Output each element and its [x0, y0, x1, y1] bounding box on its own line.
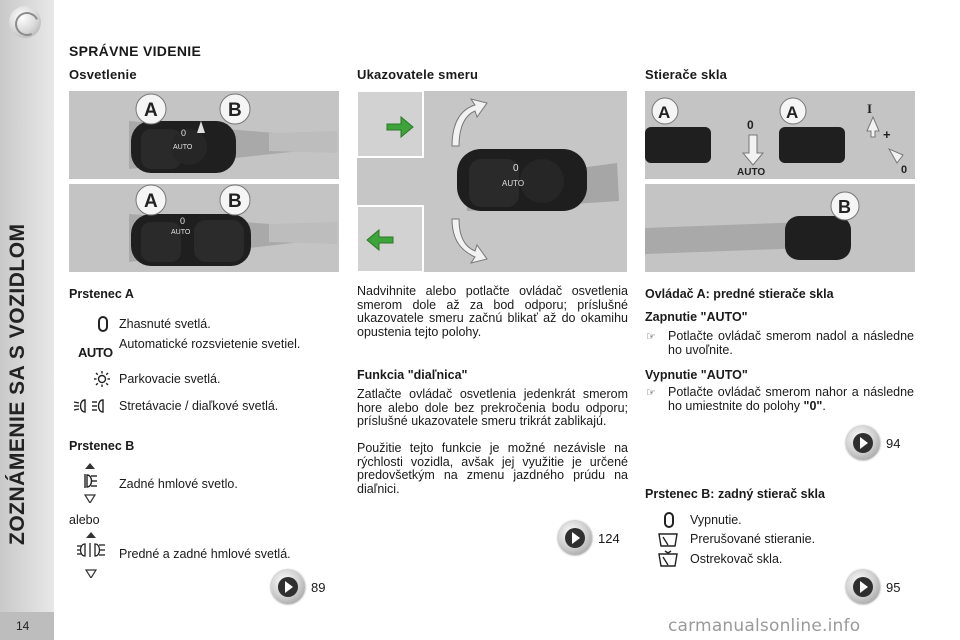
washer-label: Ostrekovač skla. [690, 552, 783, 566]
page-ref-number: 94 [886, 436, 901, 451]
auto-off-step [668, 386, 914, 413]
page-ref-number: 95 [886, 580, 901, 595]
motorway-paragraph: Zatlačte ovládač osvetlenia jedenkrát smerom hore alebo dole bez prekročenia bodu odporu; príslušné ukazovatele smeru trikrát zablikajú. [357, 387, 628, 428]
wipers-section-title: Stierače skla [645, 67, 728, 82]
svg-text:A: A [786, 103, 799, 122]
page-ref-number: 124 [598, 531, 620, 546]
svg-text:A: A [658, 103, 671, 122]
indicators-paragraph: Nadvihnite alebo potlačte ovládač osvetlenia smerom dole až za bod odporu; príslušné ukazovatele smeru začnú blikať až do okamihu opustenia tejto polohy. [357, 284, 628, 339]
svg-text:B: B [838, 197, 851, 217]
headlights-icon [73, 398, 113, 419]
pointing-hand-bullet-icon: ☞ [646, 387, 656, 399]
ring-b-heading: Prstenec B [69, 439, 135, 453]
sidebar-tab [0, 0, 54, 640]
arrow-right-icon [853, 577, 873, 597]
lights-stalk-photo-ring-b [69, 184, 339, 272]
auto-off-step-suffix: . [822, 398, 826, 413]
pointing-hand-bullet-icon: ☞ [646, 331, 656, 343]
photo-label-a: A [144, 100, 158, 121]
motorway-usage-paragraph: Použitie tejto funkcie je možné nezávisle na rýchlosti vozidla, avšak jej využitie je určené predovšetkým na zmenu jazdného prúdu na diaľnici. [357, 441, 628, 496]
auto-lights-label: Automatické rozsvietenie svetiel. [119, 337, 301, 351]
wiper-off-label: Vypnutie. [690, 513, 742, 527]
light-off-label: Zhasnuté svetlá. [119, 317, 211, 331]
photo-label-auto: AUTO [173, 144, 193, 151]
page-ref-number: 89 [311, 580, 326, 595]
control-a-heading: Ovládač A: predné stierače skla [645, 287, 834, 301]
indicators-section-title: Ukazovatele smeru [357, 67, 479, 82]
arrow-right-icon [565, 528, 585, 548]
auto-symbol-icon: AUTO [78, 345, 113, 360]
rear-fog-label: Zadné hmlové svetlo. [119, 477, 238, 491]
zero-symbol-icon [97, 316, 109, 337]
rear-fog-icon [81, 463, 99, 508]
parking-lights-icon [93, 370, 111, 393]
photo-label-roman-one: I [867, 101, 873, 116]
front-rear-fog-icon [76, 532, 106, 583]
auto-off-step-value: "0" [803, 398, 823, 413]
lights-stalk-photo-ring-a [69, 91, 339, 179]
svg-text:AUTO: AUTO [737, 167, 766, 178]
zero-symbol-icon [663, 512, 675, 533]
photo-label-zero: 0 [181, 128, 187, 138]
auto-off-step-text: Potlačte ovládač smerom nahor a následne ho umiestnite do polohy [668, 385, 914, 413]
arrow-right-icon [278, 577, 298, 597]
photo-label-plus: + [883, 127, 891, 142]
svg-text:AUTO: AUTO [502, 179, 525, 188]
headlights-label: Stretávacie / diaľkové svetlá. [119, 399, 279, 413]
ring-a-heading: Prstenec A [69, 287, 134, 301]
watermark: carmanualsonline.info [668, 616, 861, 636]
rear-wiper-ring-heading: Prstenec B: zadný stierač skla [645, 487, 825, 501]
intermittent-wipe-label: Prerušované stieranie. [690, 532, 816, 546]
auto-off-heading: Vypnutie "AUTO" [645, 368, 748, 382]
wipers-stalk-photo-auto [645, 91, 915, 179]
front-rear-fog-label: Predné a zadné hmlové svetlá. [119, 547, 291, 561]
auto-on-step: Potlačte ovládač smerom nadol a následne ho uvoľnite. [668, 329, 914, 357]
svg-text:0: 0 [901, 164, 908, 176]
rear-washer-icon [657, 550, 679, 573]
photo-label-b: B [228, 100, 242, 121]
svg-text:B: B [228, 191, 242, 212]
auto-on-heading: Zapnutie "AUTO" [645, 310, 748, 324]
svg-text:AUTO: AUTO [171, 229, 191, 236]
indicators-stalk-photo [357, 91, 627, 272]
chapter-title: ZOZNÁMENIE SA S VOZIDLOM [6, 223, 29, 545]
arrow-right-icon [853, 433, 873, 453]
svg-text:A: A [144, 191, 158, 212]
svg-text:0: 0 [180, 216, 186, 226]
page-title: SPRÁVNE VIDENIE [69, 43, 202, 59]
motorway-function-heading: Funkcia "diaľnica" [357, 368, 468, 382]
or-word: alebo [69, 513, 100, 527]
svg-text:0: 0 [747, 118, 754, 132]
svg-text:0: 0 [513, 163, 519, 174]
lights-section-title: Osvetlenie [69, 67, 137, 82]
chapter-logo-icon [9, 6, 41, 38]
page-number: 14 [0, 612, 54, 640]
parking-lights-label: Parkovacie svetlá. [119, 372, 221, 386]
wipers-stalk-photo-ring-b [645, 184, 915, 272]
